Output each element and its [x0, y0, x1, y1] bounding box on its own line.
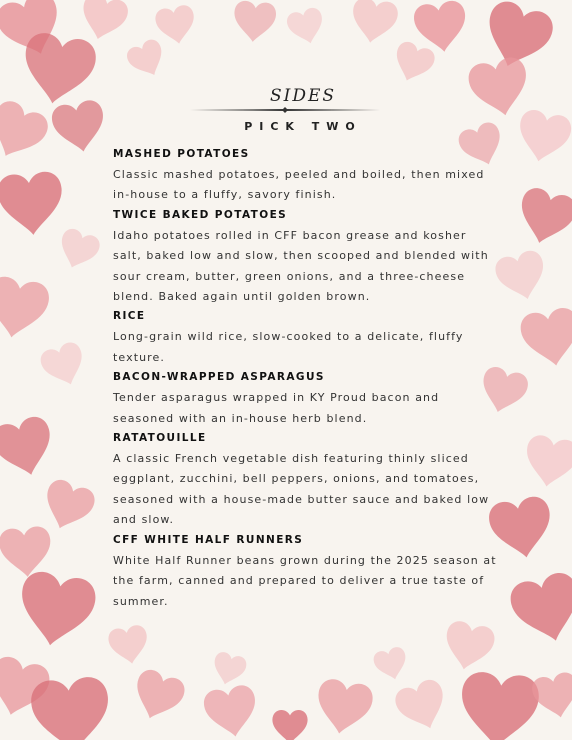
heart-decoration [54, 226, 103, 274]
menu-item [113, 369, 498, 429]
heart-decoration [209, 650, 248, 688]
heart-decoration [518, 306, 572, 371]
menu-item-name: BACON-WRAPPED ASPARAGUS [113, 371, 325, 384]
menu-item-description: Long-grain wild rice, slow-cooked to a delicate, fluffy texture. [113, 330, 464, 364]
menu-item-name: TWICE BAKED POTATOES [113, 208, 288, 221]
menu-item-name: MASHED POTATOES [113, 148, 250, 160]
heart-decoration [107, 624, 151, 667]
menu-item [113, 146, 498, 206]
heart-decoration [0, 170, 65, 237]
heart-decoration [372, 645, 411, 683]
heart-decoration [272, 710, 307, 740]
heart-decoration [76, 0, 130, 45]
heart-decoration [50, 98, 109, 156]
heart-decoration [127, 666, 188, 726]
heart-decoration [493, 248, 551, 305]
menu-item-description: White Half Runner beans grown during the 2025 season at the farm, canned and prepared to deliver a true taste of summer. [113, 553, 497, 608]
heart-decoration [37, 476, 98, 536]
menu-subtitle: PICK TWO [244, 120, 362, 133]
menu-items-list [113, 146, 498, 613]
heart-decoration [458, 671, 541, 740]
menu-item-description: A classic French vegetable dish featuring thinly sliced eggplant, zucchini, bell peppers, onions, and tomatoes, seasoned with a house-made butter sauce and baked low and slow. [113, 452, 490, 527]
heart-decoration [530, 670, 572, 722]
heart-decoration [0, 274, 52, 342]
menu-item [113, 532, 498, 612]
heart-decoration [18, 30, 99, 109]
menu-item [113, 207, 498, 308]
page-title: SIDES [269, 86, 337, 106]
menu-item-description: Classic mashed potatoes, peeled and boiled, then mixed in-house to a fluffy, savory finish. [113, 168, 485, 202]
heart-decoration [0, 525, 53, 579]
heart-decoration [124, 37, 170, 83]
heart-decoration [202, 683, 261, 740]
heart-decoration [513, 108, 572, 167]
heart-decoration [0, 97, 53, 168]
menu-item [113, 308, 498, 368]
heart-decoration [29, 676, 112, 740]
menu-item-name: CFF WHITE HALF RUNNERS [113, 533, 304, 546]
heart-decoration [285, 6, 328, 48]
heart-decoration [14, 569, 99, 652]
heart-decoration [440, 619, 497, 674]
heart-decoration [389, 39, 438, 87]
menu-item [113, 430, 498, 531]
heart-decoration [348, 0, 400, 46]
heart-decoration [38, 340, 91, 392]
heart-decoration [0, 414, 59, 483]
heart-decoration [521, 433, 572, 491]
menu-item-description: Tender asparagus wrapped in KY Proud bacon and seasoned with an in-house herb blend. [113, 391, 440, 425]
heart-decoration [507, 569, 572, 649]
heart-decoration [312, 677, 375, 738]
heart-decoration [513, 185, 572, 250]
menu-item-name: RATATOUILLE [113, 432, 207, 445]
heart-decoration [412, 0, 470, 55]
heart-decoration [154, 4, 198, 47]
heart-decoration [232, 0, 277, 44]
heart-decoration [392, 676, 453, 736]
menu-item-description: Idaho potatoes rolled in CFF bacon grease and kosher salt, baked low and slow, then scooped and blended with sour cream, butter, green onions, and a three-cheese blend. Baked again until golden brown. [113, 228, 489, 304]
title-divider [190, 107, 380, 113]
menu-item-name: RICE [113, 310, 146, 323]
